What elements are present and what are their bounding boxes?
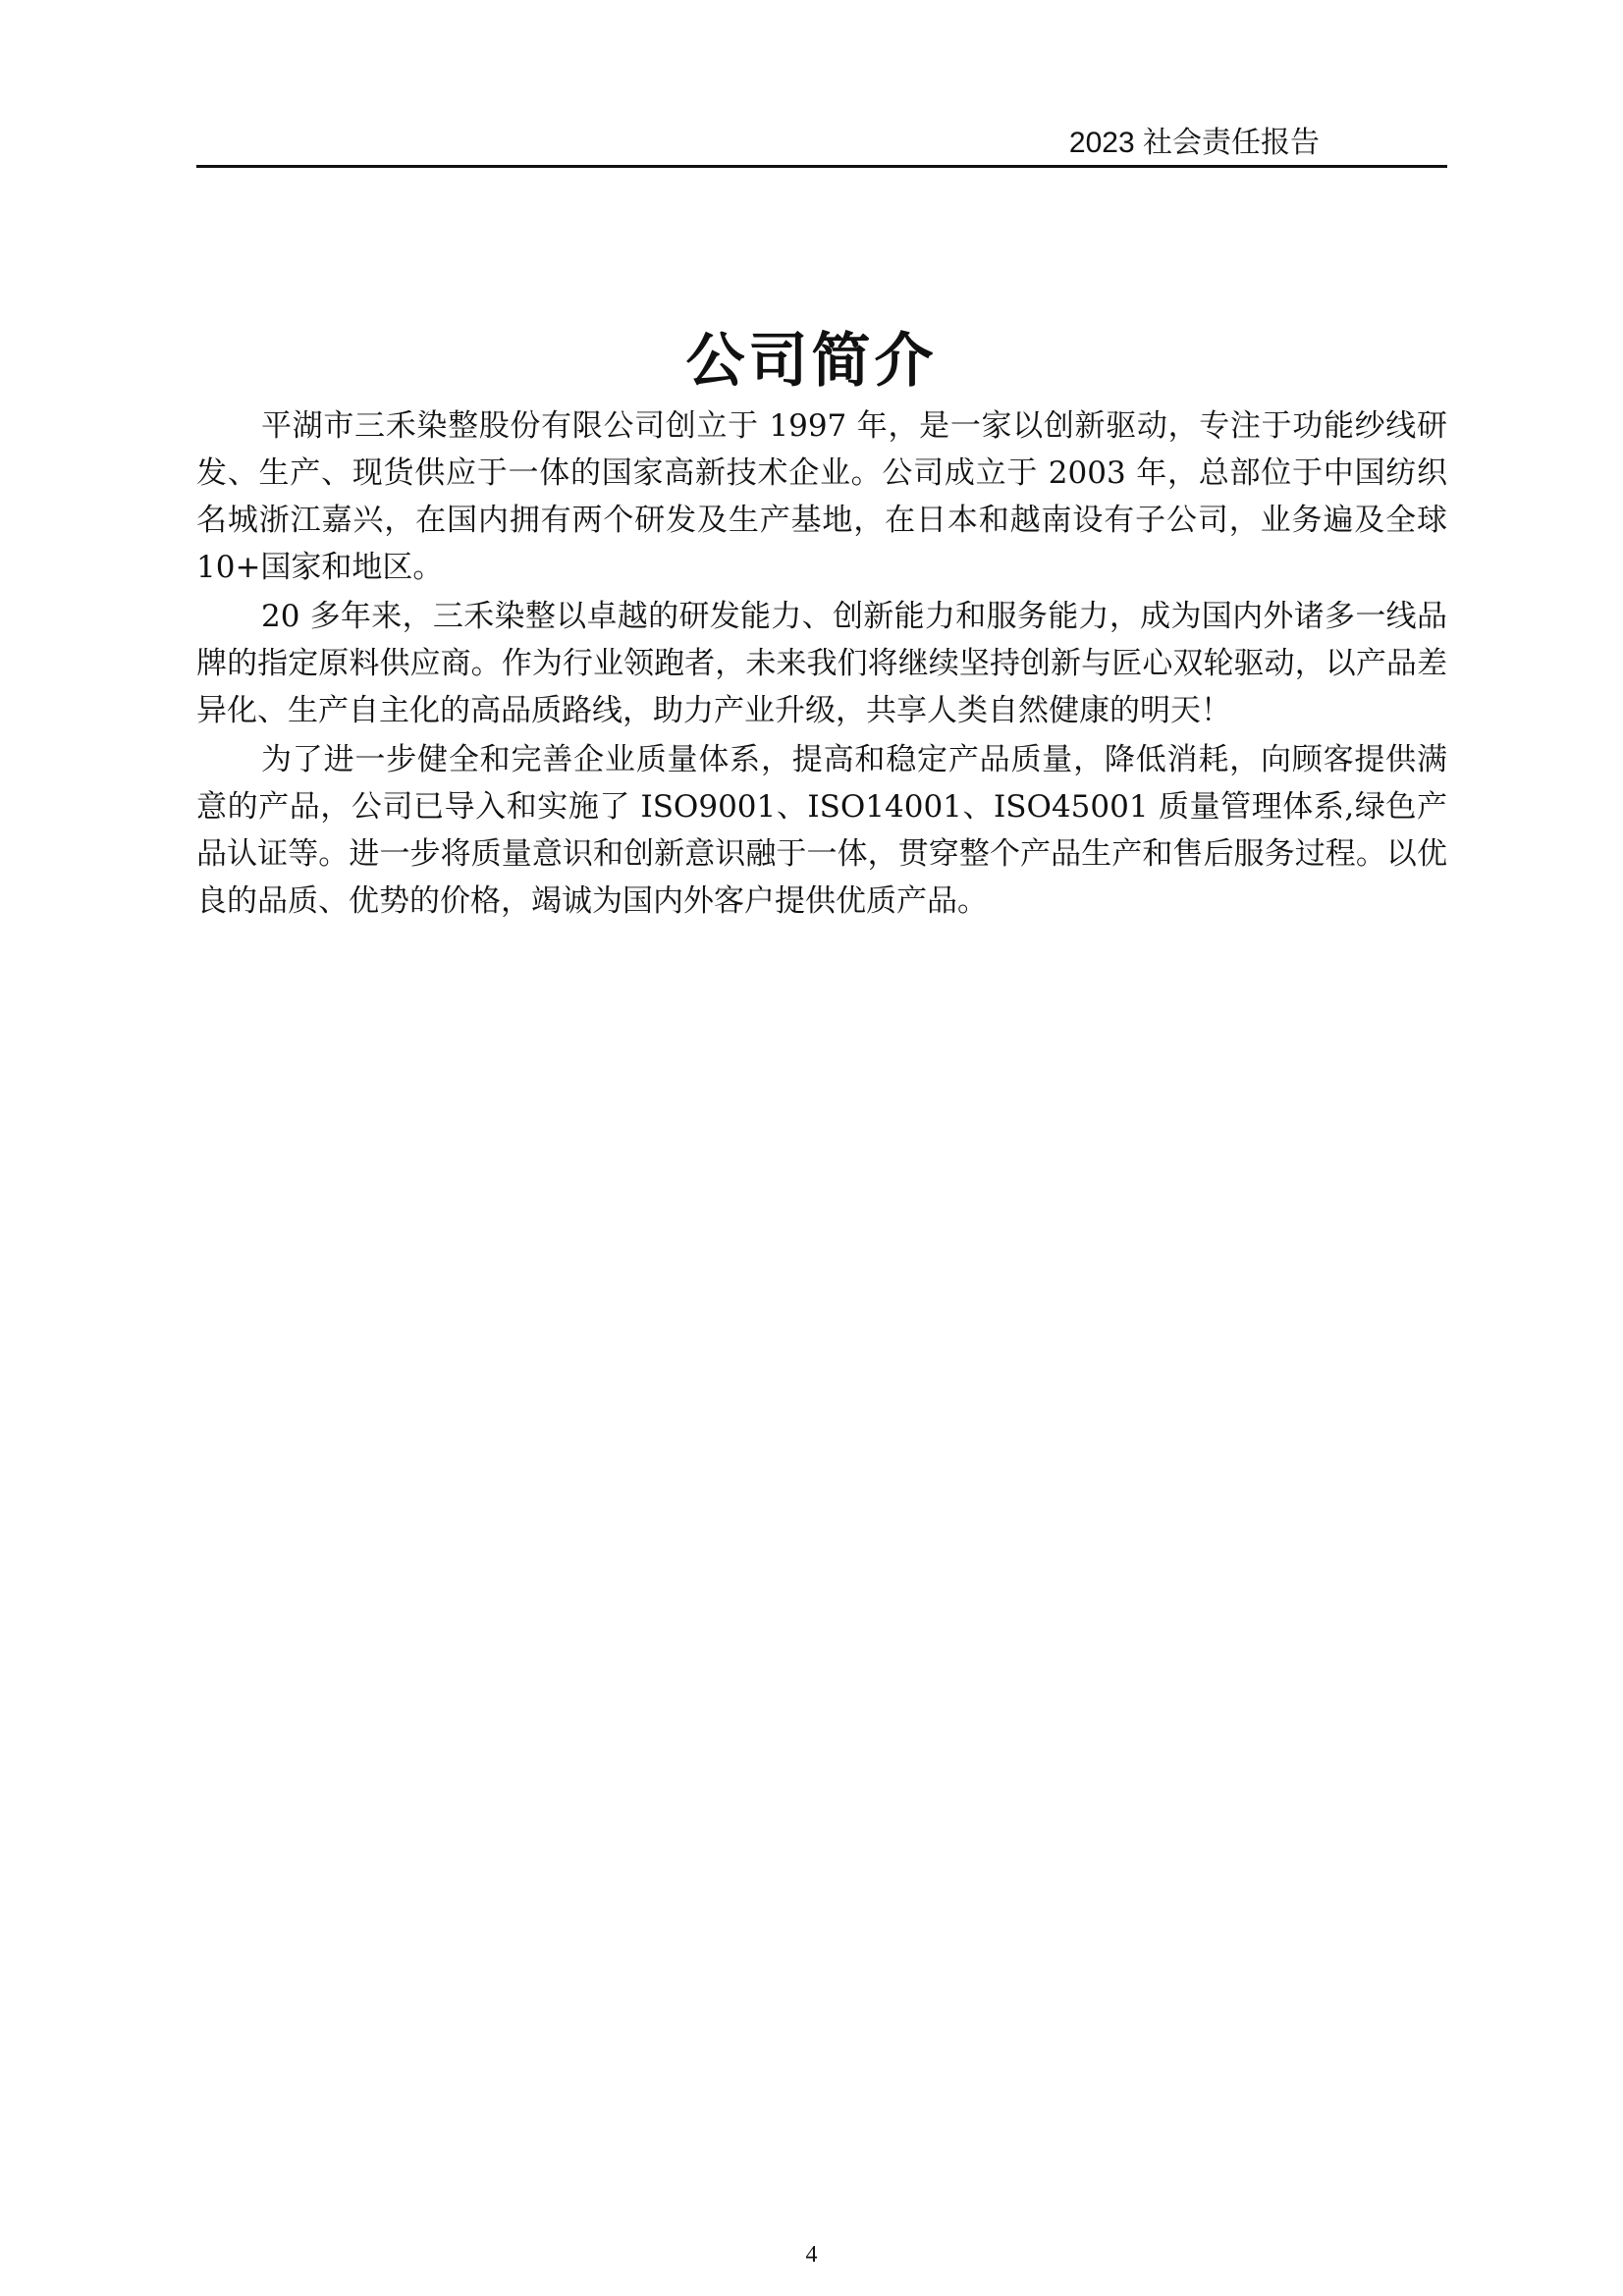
intro-paragraph-1: 平湖市三禾染整股份有限公司创立于 1997 年，是一家以创新驱动，专注于功能纱线研发、生产、现货供应于一体的国家高新技术企业。公司成立于 2003 年，总部位于中国纺织名城浙江嘉兴，在国内拥有两个研发及生产基地，在日本和越南设有子公司，业务遍及全球 10+国家和地区。 [196, 408, 1447, 585]
intro-paragraph-3: 为了进一步健全和完善企业质量体系，提高和稳定产品质量，降低消耗，向顾客提供满意的产品，公司已导入和实施了 ISO9001、ISO14001、ISO45001 质量管理体系,绿色产品认证等。进一步将质量意识和创新意识融于一体，贯穿整个产品生产和售后服务过程。以优良的品质、优势的价格，竭诚为国内外客户提供优质产品。 [196, 742, 1447, 919]
company-intro-body [196, 402, 1447, 927]
report-header-title: 2023 社会责任报告 [1068, 127, 1320, 159]
intro-paragraph-2: 20 多年来，三禾染整以卓越的研发能力、创新能力和服务能力，成为国内外诸多一线品牌的指定原料供应商。作为行业领跑者，未来我们将继续坚持创新与匠心双轮驱动，以产品差异化、生产自主化的高品质路线，助力产业升级，共享人类自然健康的明天！ [196, 599, 1447, 728]
page-number: 4 [805, 2242, 818, 2268]
page-title: 公司简介 [685, 327, 938, 397]
page-header [196, 116, 1447, 168]
